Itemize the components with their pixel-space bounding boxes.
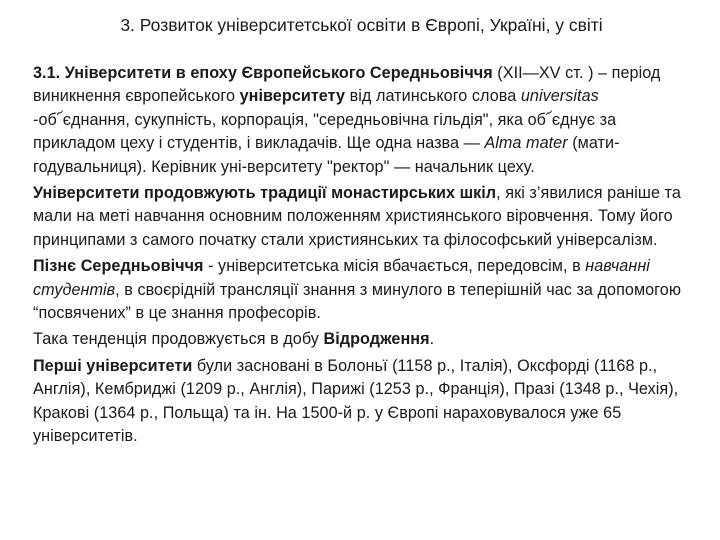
bold-term: Відродження xyxy=(323,330,430,349)
paragraph-text: -об՜єднання, сукупність, корпорація, "середньовічна гільдія", яка об՜єднує за прикладом цеху і студентів, і викладачів. Ще одна назва — xyxy=(33,110,617,153)
bold-term: університету xyxy=(239,87,346,106)
latin-term: Alma mater xyxy=(484,134,568,153)
paragraph-monastic-traditions xyxy=(33,182,684,252)
paragraph-text: . xyxy=(429,330,435,349)
paragraph-first-universities xyxy=(33,355,684,449)
paragraph-text: (мати-годувальниця). Керівник уні-верситету "ректор" — начальник цеху. xyxy=(33,134,620,176)
paragraph-medieval-universities xyxy=(33,62,684,179)
paragraph-late-middle-ages xyxy=(33,255,684,325)
paragraph-text: (ХІІ—XV ст. ) – період виникнення європейського xyxy=(33,64,661,106)
paragraph-heading: Пізнє Середньовіччя xyxy=(33,257,204,276)
paragraph-text: , які з’явилися раніше та мали на меті навчання основним положенням християнського віровчення. Тому його принципами з самого початку стали християнських та філософський універсалізм. xyxy=(33,184,681,249)
latin-term: universitas xyxy=(520,87,599,106)
paragraph-heading: Університети продовжують традиції монастирських шкіл xyxy=(33,184,497,203)
paragraph-text: були засновані в Болоньї (1158 р., Італія), Оксфорді (1168 р., Англія), Кембриджі (1209 р., Англія), Парижі (1253 р., Франція), Празі (1348 р., Чехія), Кракові (1364 р., Польща) та ін. На 1500-й р. у Європі нараховувалося уже 65 університетів. xyxy=(33,356,679,446)
paragraph-text: Така тенденція продовжується в добу xyxy=(33,330,324,349)
paragraph-heading: Перші університети xyxy=(33,356,193,375)
paragraph-renaissance xyxy=(33,328,684,351)
paragraph-text: - університетська місія вбачається, передовсім, в xyxy=(203,257,586,276)
italic-term: навчанні студентів xyxy=(33,257,650,299)
paragraph-text: , в своєрідній трансляції знання з минулого в теперішній час за допомогою “посвячених” в це знання професорів. xyxy=(33,280,682,323)
slide-title: 3. Розвиток університетської освіти в Європі, Україні, у світі xyxy=(120,15,603,35)
paragraph-text: від латинського слова xyxy=(345,87,521,106)
paragraph-heading: 3.1. Університети в епоху Європейського Середньовіччя xyxy=(33,64,493,82)
